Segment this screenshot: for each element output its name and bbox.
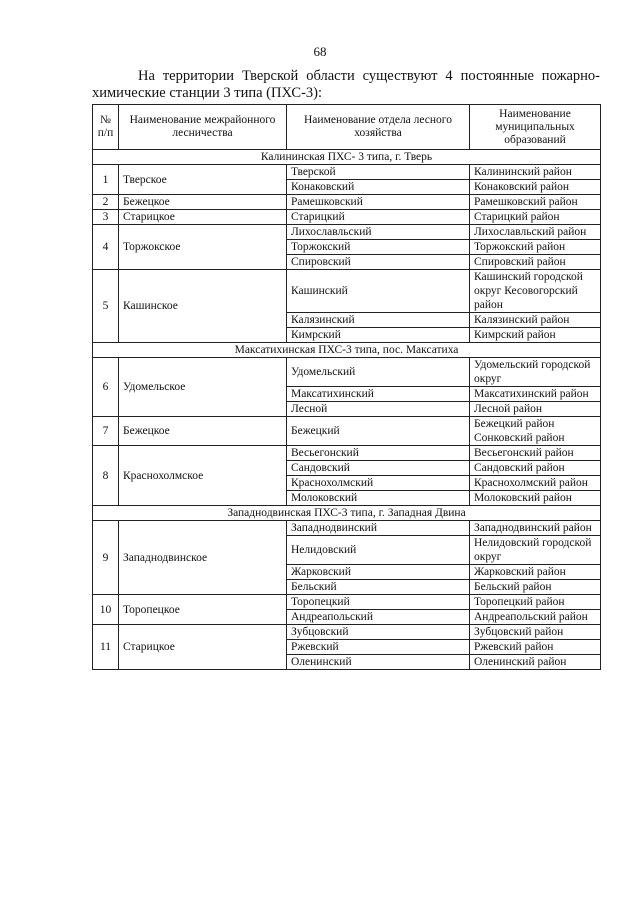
table-row [93,595,601,610]
municipality-cell: Калининский район [470,165,601,180]
page-number: 68 [313,44,327,59]
municipality-cell: Нелидовский городской округ [470,536,601,565]
municipality-cell: Лесной район [470,402,601,417]
table-header [93,105,601,150]
table-row [93,195,601,210]
section-row [93,343,601,358]
department-cell: Максатихинский [287,387,470,402]
table-row [93,270,601,313]
row-number: 3 [93,210,119,225]
municipality-cell: Рамешковский район [470,195,601,210]
department-cell: Сандовский [287,461,470,476]
row-number: 1 [93,165,119,195]
department-cell: Краснохолмский [287,476,470,491]
forestry-cell: Тверское [119,165,287,195]
department-cell: Удомельский [287,358,470,387]
row-number: 10 [93,595,119,625]
header-municipality: Наименование муниципальных образований [470,105,601,150]
row-number: 5 [93,270,119,343]
municipality-cell: Максатихинский район [470,387,601,402]
forestry-cell: Торопецкое [119,595,287,625]
municipality-cell: Бежецкий район Сонковский район [470,417,601,446]
department-cell: Нелидовский [287,536,470,565]
forestry-cell: Старицкое [119,625,287,670]
municipality-cell: Калязинский район [470,313,601,328]
header-forestry: Наименование межрайонного лесничества [119,105,287,150]
table-row [93,417,601,446]
department-cell: Торжокский [287,240,470,255]
department-cell: Старицкий [287,210,470,225]
table-row [93,358,601,387]
department-cell: Тверской [287,165,470,180]
municipality-cell: Конаковский район [470,180,601,195]
municipality-cell: Жарковский район [470,565,601,580]
stations-table [92,104,601,670]
municipality-cell: Удомельский городской округ [470,358,601,387]
department-cell: Ржевский [287,640,470,655]
table-row [93,210,601,225]
department-cell: Лихославльский [287,225,470,240]
row-number: 6 [93,358,119,417]
department-cell: Весьегонский [287,446,470,461]
forestry-cell: Бежецкое [119,195,287,210]
header-department: Наименование отдела лесного хозяйства [287,105,470,150]
table-row [93,446,601,461]
department-cell: Бежецкий [287,417,470,446]
municipality-cell: Кимрский район [470,328,601,343]
intro-line-2: химические станции 3 типа (ПХС-3): [92,85,323,101]
forestry-cell: Старицкое [119,210,287,225]
municipality-cell: Молоковский район [470,491,601,506]
section-title: Максатихинская ПХС-3 типа, пос. Максатиха [93,343,601,358]
municipality-cell: Андреапольский район [470,610,601,625]
forestry-cell: Кашинское [119,270,287,343]
intro-line-1: На территории Тверской области существуют 4 постоянные пожарно- [138,68,600,84]
municipality-cell: Кашинский городской округ Кесовогорский район [470,270,601,313]
municipality-cell: Лихославльский район [470,225,601,240]
department-cell: Западнодвинский [287,521,470,536]
department-cell: Конаковский [287,180,470,195]
department-cell: Торопецкий [287,595,470,610]
department-cell: Кимрский [287,328,470,343]
department-cell: Лесной [287,402,470,417]
table-row [93,225,601,240]
row-number: 9 [93,521,119,595]
municipality-cell: Торжокский район [470,240,601,255]
forestry-cell: Удомельское [119,358,287,417]
row-number: 2 [93,195,119,210]
department-cell: Кашинский [287,270,470,313]
department-cell: Оленинский [287,655,470,670]
row-number: 8 [93,446,119,506]
table-row [93,521,601,536]
row-number: 4 [93,225,119,270]
section-row [93,150,601,165]
municipality-cell: Бельский район [470,580,601,595]
municipality-cell: Сандовский район [470,461,601,476]
department-cell: Молоковский [287,491,470,506]
municipality-cell: Западнодвинский район [470,521,601,536]
section-title: Калининская ПХС- 3 типа, г. Тверь [93,150,601,165]
municipality-cell: Оленинский район [470,655,601,670]
department-cell: Спировский [287,255,470,270]
forestry-cell: Торжокское [119,225,287,270]
row-number: 11 [93,625,119,670]
department-cell: Калязинский [287,313,470,328]
forestry-cell: Западнодвинское [119,521,287,595]
table-row [93,625,601,640]
intro-paragraph [92,68,600,102]
section-row [93,506,601,521]
municipality-cell: Старицкий район [470,210,601,225]
department-cell: Рамешковский [287,195,470,210]
department-cell: Андреапольский [287,610,470,625]
department-cell: Бельский [287,580,470,595]
municipality-cell: Весьегонский район [470,446,601,461]
municipality-cell: Торопецкий район [470,595,601,610]
table-body [93,150,601,670]
table-row [93,165,601,180]
municipality-cell: Зубцовский район [470,625,601,640]
municipality-cell: Ржевский район [470,640,601,655]
municipality-cell: Спировский район [470,255,601,270]
section-title: Западнодвинская ПХС-3 типа, г. Западная Двина [93,506,601,521]
forestry-cell: Краснохолмское [119,446,287,506]
row-number: 7 [93,417,119,446]
header-number: № п/п [93,105,119,150]
department-cell: Зубцовский [287,625,470,640]
forestry-cell: Бежецкое [119,417,287,446]
municipality-cell: Краснохолмский район [470,476,601,491]
department-cell: Жарковский [287,565,470,580]
